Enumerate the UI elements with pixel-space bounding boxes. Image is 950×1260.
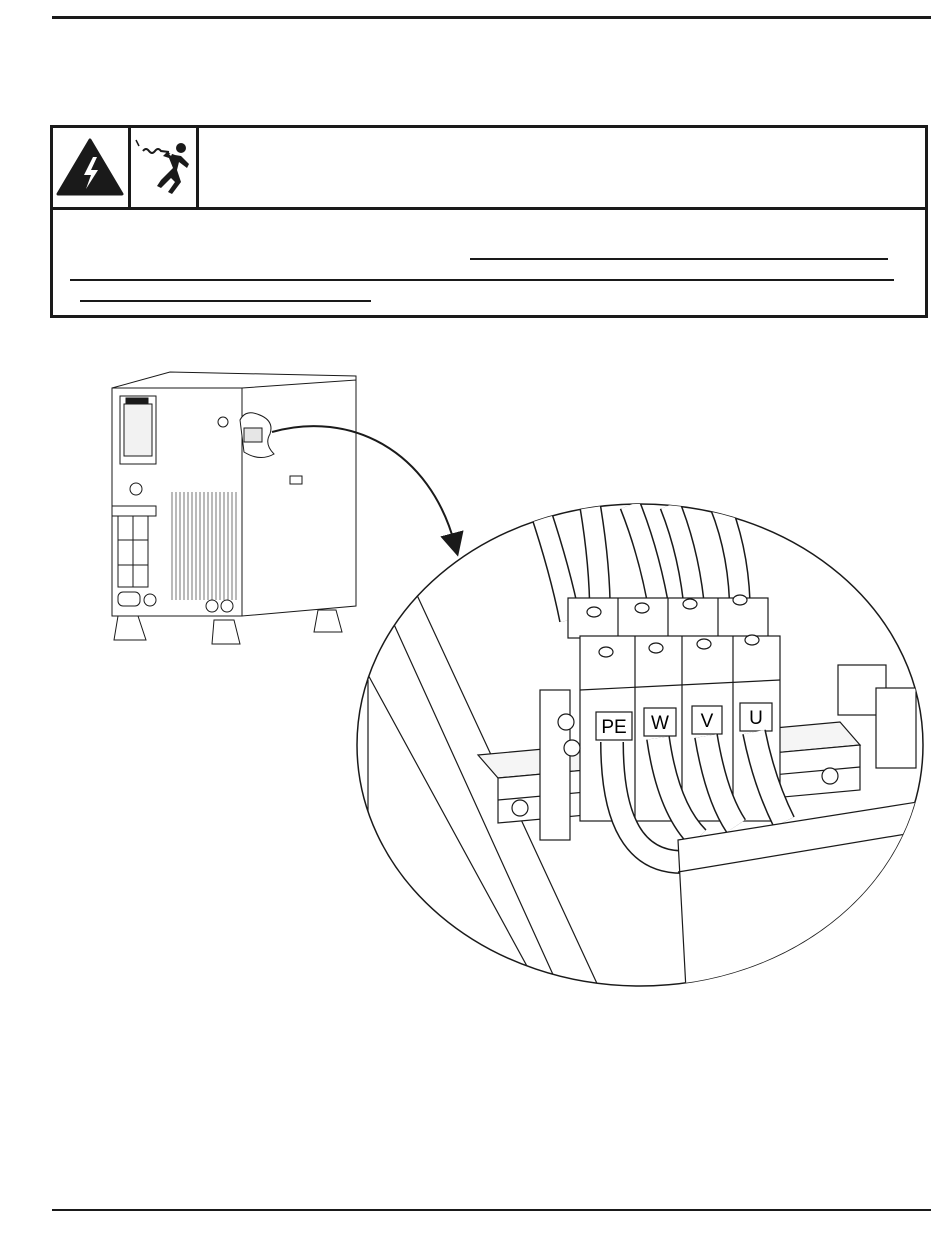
magnified-terminal-block xyxy=(357,504,930,990)
terminal-label-u: U xyxy=(749,708,763,729)
terminal-label-v: V xyxy=(700,711,714,732)
terminal-label-pe: PE xyxy=(601,717,627,738)
footer-rule xyxy=(52,1209,931,1211)
power-supply-rear-view xyxy=(112,372,356,644)
terminal-label-w: W xyxy=(651,713,669,734)
